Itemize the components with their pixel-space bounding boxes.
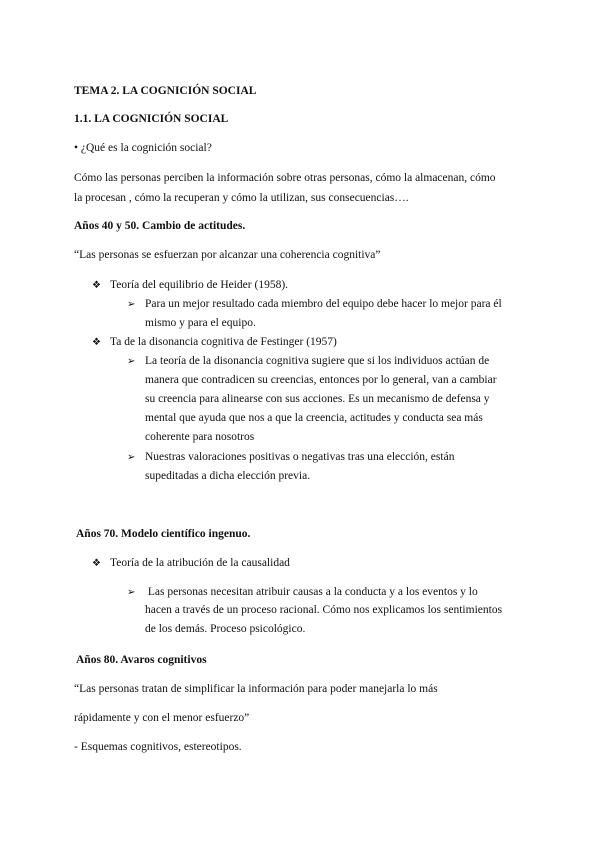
festinger-sub-a-line-2: manera que contradicen su creencias, entonces por lo general, van a cambiar <box>145 374 497 386</box>
section-title: 1.1. LA COGNICIÓN SOCIAL <box>74 113 229 125</box>
atribucion-sub-line-3: de los demás. Proceso psicológico. <box>145 623 306 635</box>
quote-40s: “Las personas se esfuerzan por alcanzar una coherencia cognitiva” <box>74 249 381 261</box>
diamond-bullet-icon: ❖ <box>92 280 101 291</box>
festinger-sub-a-line-1: ➢ La teoría de la disonancia cognitiva sugiere que si los individuos actúan de <box>127 355 490 367</box>
diamond-bullet-icon: ❖ <box>92 337 101 348</box>
bullet-heider <box>92 278 288 293</box>
festinger-sub-a-line-3: su creencia para alinearse con sus acciones. Es un mecanismo de defensa y <box>145 393 490 405</box>
bullet-heider-text: Teoría del equilibrio de Heider (1958). <box>110 279 289 291</box>
atribucion-sub-line-2: hacen a través de un proceso racional. Cómo nos explicamos los sentimientos <box>145 604 503 616</box>
intro-line-2: la procesan , cómo la recuperan y cómo la utilizan, sus consecuencias…. <box>74 192 409 204</box>
atribucion-sub-line-1: ➢ Las personas necesitan atribuir causas a la conducta y a los eventos y lo <box>127 586 478 598</box>
bullet-atribucion <box>92 556 290 571</box>
festinger-sub-a-line-5: coherente para nosotros <box>145 431 255 443</box>
diamond-bullet-icon: ❖ <box>92 558 101 569</box>
festinger-sub-b-line-1: ➢ Nuestras valoraciones positivas o negativas tras una elección, están <box>127 451 455 463</box>
heading-80s: Años 80. Avaros cognitivos <box>76 654 207 666</box>
heider-sub-line-1: ➢ Para un mejor resultado cada miembro del equipo debe hacer lo mejor para él <box>127 298 502 310</box>
arrow-bullet-icon: ➢ <box>127 587 136 598</box>
arrow-bullet-icon: ➢ <box>127 299 136 310</box>
bullet-atribucion-text: Teoría de la atribución de la causalidad <box>110 557 290 569</box>
quote-80s-line-1: “Las personas tratan de simplificar la información para poder manejarla lo más <box>74 683 438 695</box>
arrow-bullet-icon: ➢ <box>127 452 136 463</box>
bullet-festinger <box>92 335 337 350</box>
question-line: • ¿Qué es la cognición social? <box>74 142 212 154</box>
arrow-bullet-icon: ➢ <box>127 356 136 367</box>
heading-70s: Años 70. Modelo científico ingenuo. <box>76 528 251 540</box>
heading-40s-50s: Años 40 y 50. Cambio de actitudes. <box>74 220 246 232</box>
quote-80s-line-2: rápidamente y con el menor esfuerzo” <box>74 712 250 724</box>
heider-sub-line-2: mismo y para el equipo. <box>145 317 256 329</box>
intro-line-1: Cómo las personas perciben la información sobre otras personas, cómo la almacenan, cómo <box>74 172 496 184</box>
esquemas-line: - Esquemas cognitivos, estereotipos. <box>74 741 242 753</box>
festinger-sub-a-line-4: mental que ayuda que nos a que la creencia, actitudes y conducta sea más <box>145 412 483 424</box>
tema-title: TEMA 2. LA COGNICIÓN SOCIAL <box>74 85 257 97</box>
festinger-sub-b-line-2: supeditadas a dicha elección previa. <box>145 470 311 482</box>
bullet-festinger-text: Ta de la disonancia cognitiva de Festinger (1957) <box>110 336 337 348</box>
